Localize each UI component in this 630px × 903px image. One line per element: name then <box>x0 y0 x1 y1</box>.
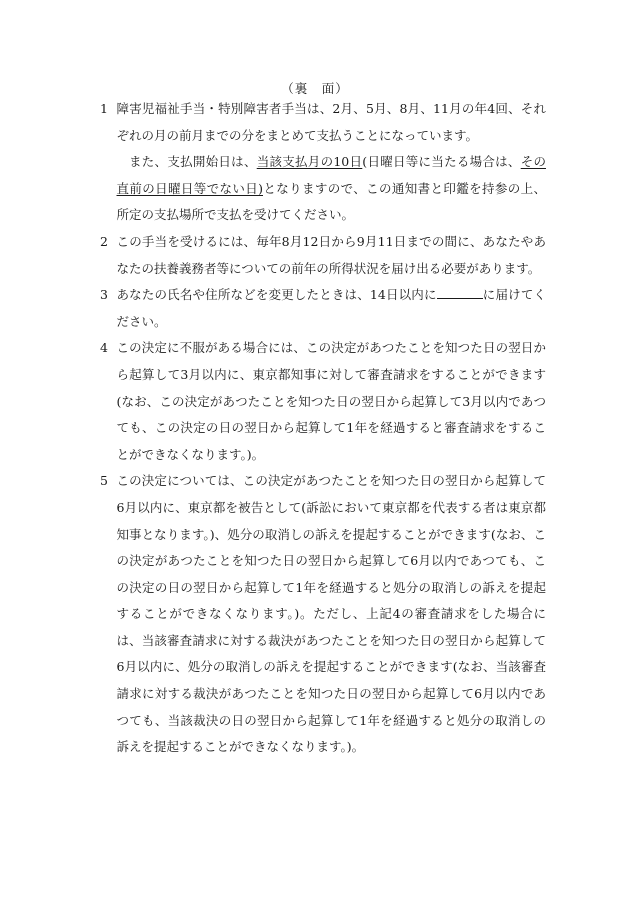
document-body <box>100 96 546 761</box>
item-number: 2 <box>100 233 108 249</box>
list-item-5 <box>100 468 546 761</box>
item-2-paragraph: この手当を受けるには、毎年8月12日から9月11日までの間に、あなたやあなたの扶養義務者等についての前年の所得状況を届け出る必要があります。 <box>116 233 546 276</box>
blank-line <box>437 286 483 299</box>
list-item-1 <box>100 96 546 229</box>
list-item-2 <box>100 229 546 282</box>
underlined-payment-day: 当該支払月の10日 <box>256 154 363 170</box>
item-number: 4 <box>100 340 108 356</box>
text-segment: に届けてください。 <box>116 287 546 329</box>
item-number: 1 <box>100 101 108 116</box>
item-4-paragraph: この決定に不服がある場合には、この決定があつたことを知つた日の翌日から起算して3月以内に、東京都知事に対して審査請求をすることができます(なお、この決定があつたことを知つた日の翌日から起算して3月以内であつても、この決定の日の翌日から起算して1年を経過すると審査請求をすることができなくなります。)。 <box>116 340 546 462</box>
underlined-previous-day: その直前の日曜日等でない日) <box>116 154 546 196</box>
item-1-paragraph-1: 障害児福祉手当・特別障害者手当は、2月、5月、8月、11月の年4回、それぞれの月の前月までの分をまとめて支払うことになっています。 <box>116 101 546 143</box>
item-3-paragraph <box>117 282 547 335</box>
text-segment: また、支払開始日は、 <box>129 154 257 170</box>
text-segment: (日曜日等に当たる場合は、 <box>362 154 521 170</box>
list-item-3 <box>100 282 546 335</box>
item-1-paragraph-2 <box>117 149 547 229</box>
item-5-paragraph: この決定については、この決定があつたことを知つた日の翌日から起算して6月以内に、東京都を被告として(訴訟において東京都を代表する者は東京都知事となります。)、処分の取消しの訴えを提起することができます(なお、この決定があつたことを知つた日の翌日から起算して6月以内であつても、この決定の日の翌日から起算して1年を経過すると処分の取消しの訴えを提起することができなくなります。)。ただし、上記4の審査請求をした場合には、当該審査請求に対する裁決があつたことを知つた日の翌日から起算して6月以内に、処分の取消しの訴えを提起することができます(なお、当該審査請求に対する裁決があつたことを知つた日の翌日から起算して6月以内であつても、当該裁決の日の翌日から起算して1年を経過すると処分の取消しの訴えを提起することができなくなります。)。 <box>116 473 546 755</box>
item-number: 5 <box>100 473 108 489</box>
item-number: 3 <box>100 287 108 303</box>
page-title: （裏 面） <box>281 81 349 96</box>
text-segment: あなたの氏名や住所などを変更したときは、14日以内に <box>116 287 437 303</box>
list-item-4 <box>100 335 546 468</box>
text-segment: となりますので、この通知書と印鑑を持参の上、所定の支払場所で支払を受けてください。 <box>116 180 546 223</box>
